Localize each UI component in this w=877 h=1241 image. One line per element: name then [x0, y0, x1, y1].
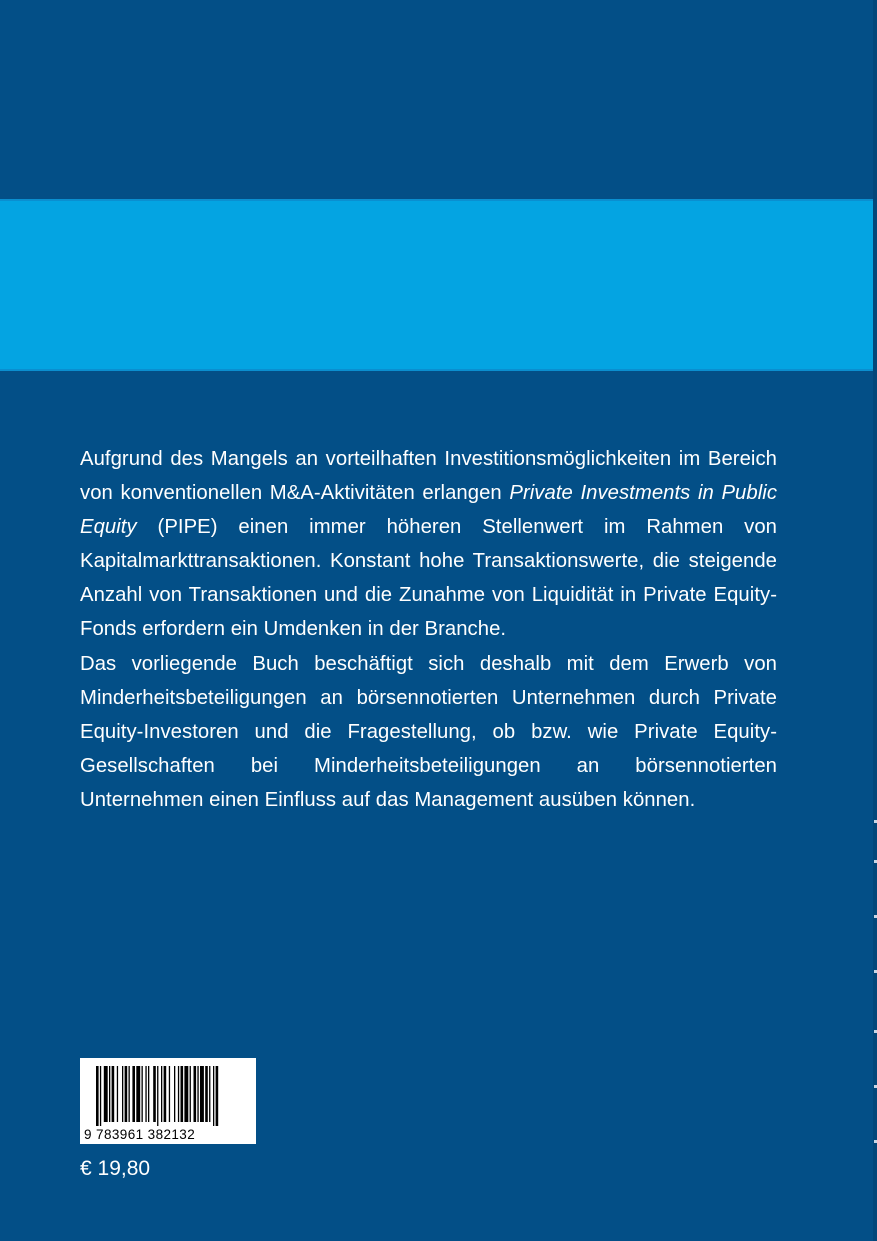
barcode-bar	[132, 1066, 135, 1122]
blurb-p1-text-b: (PIPE) einen immer höheren Stellenwert im Rahmen von Kapitalmarkttransaktionen. Konstant hohe Transaktionswerte, die steigende Anzahl von Transaktionen und die Zunahme von Liquidität in Private Equity-Fonds erfordern ein Umdenken in der Branche.	[80, 516, 777, 641]
barcode-bar	[190, 1066, 191, 1122]
barcode-bar	[209, 1066, 210, 1122]
barcode-bar	[194, 1066, 197, 1122]
barcode-bar	[125, 1066, 128, 1122]
barcode-bar	[145, 1066, 146, 1122]
barcode-bar	[184, 1066, 188, 1122]
barcode-bar	[164, 1066, 167, 1122]
isbn-barcode	[80, 1058, 256, 1144]
price-label: € 19,80	[80, 1157, 151, 1180]
barcode-bar	[96, 1066, 99, 1126]
barcode-bar	[197, 1066, 198, 1122]
accent-band	[0, 199, 877, 371]
barcode-bar	[174, 1066, 175, 1122]
barcode-bar	[104, 1066, 108, 1122]
spine-marks	[871, 820, 877, 1180]
barcode-bar	[213, 1066, 214, 1126]
barcode-bar	[205, 1066, 208, 1122]
barcode-bar	[157, 1066, 158, 1126]
blurb-paragraph-1	[80, 442, 777, 647]
barcode-bar	[129, 1066, 130, 1122]
barcode-bar	[216, 1066, 219, 1126]
barcode-bar	[178, 1066, 179, 1122]
barcode-bars	[80, 1058, 256, 1128]
barcode-bar	[122, 1066, 123, 1122]
blurb-paragraph-2: Das vorliegende Buch beschäftigt sich deshalb mit dem Erwerb von Minderheitsbeteiligungen an börsennotierten Unternehmen durch Private Equity-Investoren und die Fragestellung, ob bzw. wie Private Equity-Gesellschaften bei Minderheitsbeteiligungen an börsennotierten Unternehmen einen Einfluss auf das Management ausüben können.	[80, 652, 777, 811]
barcode-bar	[142, 1066, 143, 1122]
barcode-bar	[181, 1066, 184, 1122]
barcode-bar	[153, 1066, 156, 1122]
barcode-bar	[109, 1066, 110, 1122]
barcode-bar	[100, 1066, 101, 1126]
blurb-p1-text-a: Aufgrund des Mangels an vorteilhaften Investitionsmöglichkeiten im Bereich von konventionellen M&A-Aktivitäten erlangen	[80, 448, 777, 505]
barcode-bar	[112, 1066, 115, 1122]
barcode-bar	[117, 1066, 118, 1122]
isbn-number: 9 783961 382132	[84, 1127, 196, 1142]
blurb-text	[80, 442, 777, 817]
barcode-bar	[148, 1066, 149, 1122]
barcode-bar	[136, 1066, 140, 1122]
barcode-bar	[169, 1066, 170, 1122]
barcode-bar	[200, 1066, 204, 1122]
barcode-bar	[161, 1066, 162, 1122]
blurb-p1-italic-title: Private Investments in Public Equity	[80, 482, 778, 539]
